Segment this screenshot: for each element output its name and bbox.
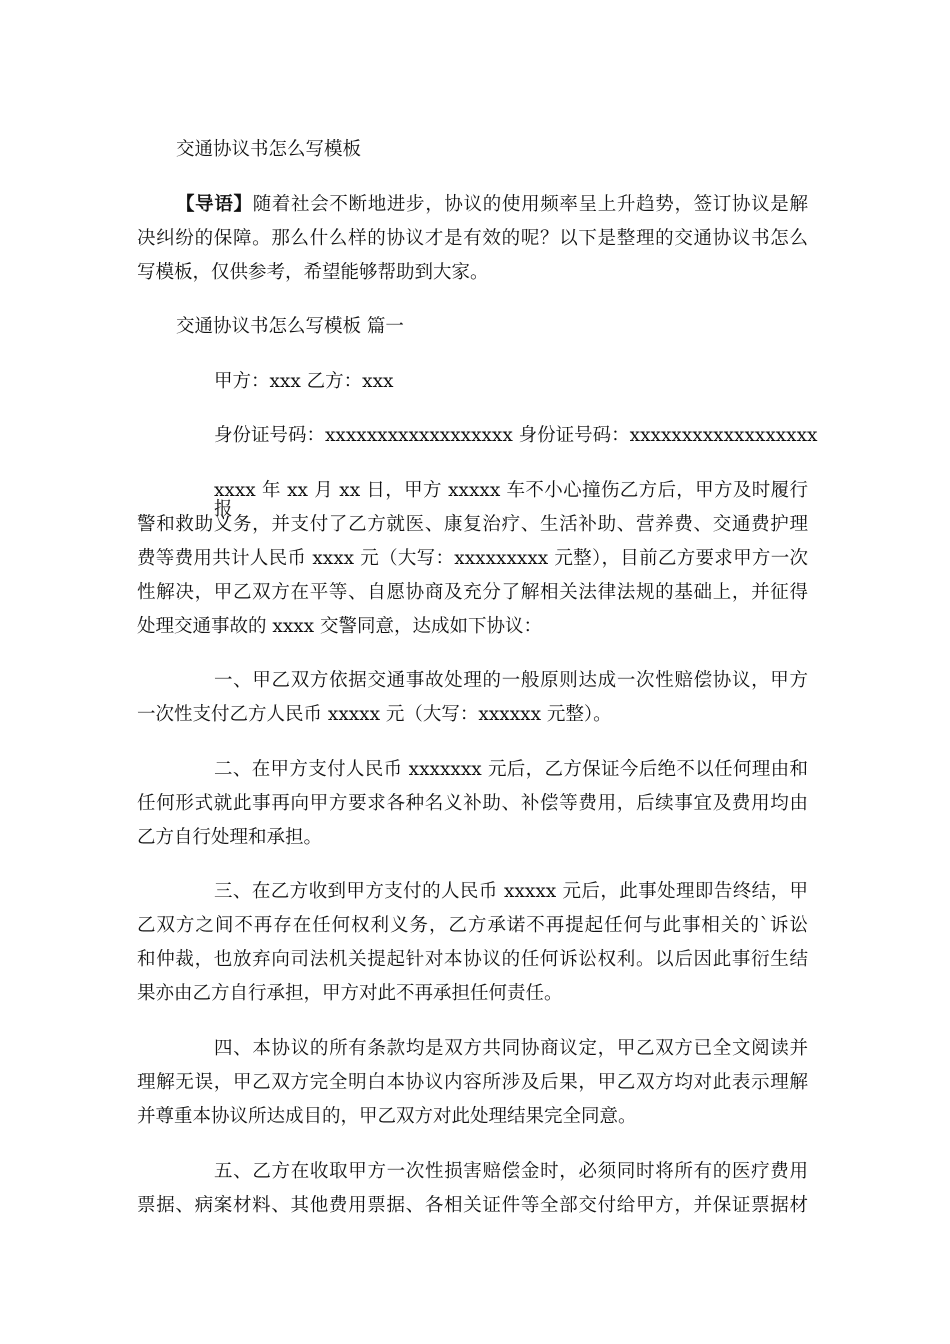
- clause-1-line-1: 一、甲乙双方依据交通事故处理的一般原则达成一次性赔偿协议，甲方: [214, 670, 808, 691]
- parties-line: 甲方：xxx 乙方：xxx: [214, 371, 394, 392]
- preamble-line-5: 处理交通事故的 xxxx 交警同意，达成如下协议：: [137, 616, 542, 637]
- clause-1-line-2: 一次性支付乙方人民币 xxxxx 元（大写：xxxxxx 元整）。: [137, 704, 612, 725]
- intro-text-1: 随着社会不断地进步，协议的使用频率呈上升趋势，签订协议是解: [252, 194, 808, 215]
- clause-3-line-3: 和仲裁，也放弃向司法机关提起针对本协议的任何诉讼权利。以后因此事衍生结: [137, 949, 808, 970]
- intro-line-2: 决纠纷的保障。那么什么样的协议才是有效的呢？以下是整理的交通协议书怎么: [137, 228, 808, 249]
- clause-4-line-2: 理解无误，甲乙双方完全明白本协议内容所涉及后果，甲乙双方均对此表示理解: [137, 1072, 808, 1093]
- clause-4-line-1: 四、本协议的所有条款均是双方共同协商议定，甲乙双方已全文阅读并: [214, 1038, 808, 1059]
- clause-3-line-4: 果亦由乙方自行承担，甲方对此不再承担任何责任。: [137, 983, 563, 1004]
- preamble-line-2: 警和救助义务，并支付了乙方就医、康复治疗、生活补助、营养费、交通费护理: [137, 514, 808, 535]
- preamble-line-4: 性解决，甲乙双方在平等、自愿协商及充分了解相关法律法规的基础上，并征得: [137, 582, 808, 603]
- clause-2-line-2: 任何形式就此事再向甲方要求各种名义补助、补偿等费用，后续事宜及费用均由: [137, 793, 808, 814]
- section-heading: 交通协议书怎么写模板 篇一: [176, 316, 404, 337]
- preamble-line-3: 费等费用共计人民币 xxxx 元（大写：xxxxxxxxx 元整），目前乙方要求甲方一次: [137, 548, 808, 569]
- clause-3-line-1: 三、在乙方收到甲方支付的人民币 xxxxx 元后，此事处理即告终结，甲: [214, 881, 808, 902]
- clause-5-line-1: 五、乙方在收取甲方一次性损害赔偿金时，必须同时将所有的医疗费用: [214, 1161, 808, 1182]
- intro-line-1: [176, 196, 808, 215]
- intro-line-3: 写模板，仅供参考，希望能够帮助到大家。: [137, 262, 489, 283]
- preamble-line-1: xxxx 年 xx 月 xx 日，甲方 xxxxx 车不小心撞伤乙方后，甲方及时履行报: [214, 480, 808, 520]
- document-title: 交通协议书怎么写模板: [176, 139, 362, 160]
- clause-3-line-2: 乙双方之间不再存在任何权利义务，乙方承诺不再提起任何与此事相关的`诉讼: [137, 915, 808, 936]
- clause-2-line-3: 乙方自行处理和承担。: [137, 827, 323, 848]
- clause-5-line-2: 票据、病案材料、其他费用票据、各相关证件等全部交付给甲方，并保证票据材: [137, 1195, 808, 1216]
- intro-label: 【导语】: [176, 194, 253, 215]
- id-numbers-line: 身份证号码：xxxxxxxxxxxxxxxxxx 身份证号码：xxxxxxxxxxxxxxxxxx: [214, 425, 818, 446]
- clause-4-line-3: 并尊重本协议所达成目的，甲乙双方对此处理结果完全同意。: [137, 1106, 637, 1127]
- clause-2-line-1: 二、在甲方支付人民币 xxxxxxx 元后，乙方保证今后绝不以任何理由和: [214, 759, 808, 780]
